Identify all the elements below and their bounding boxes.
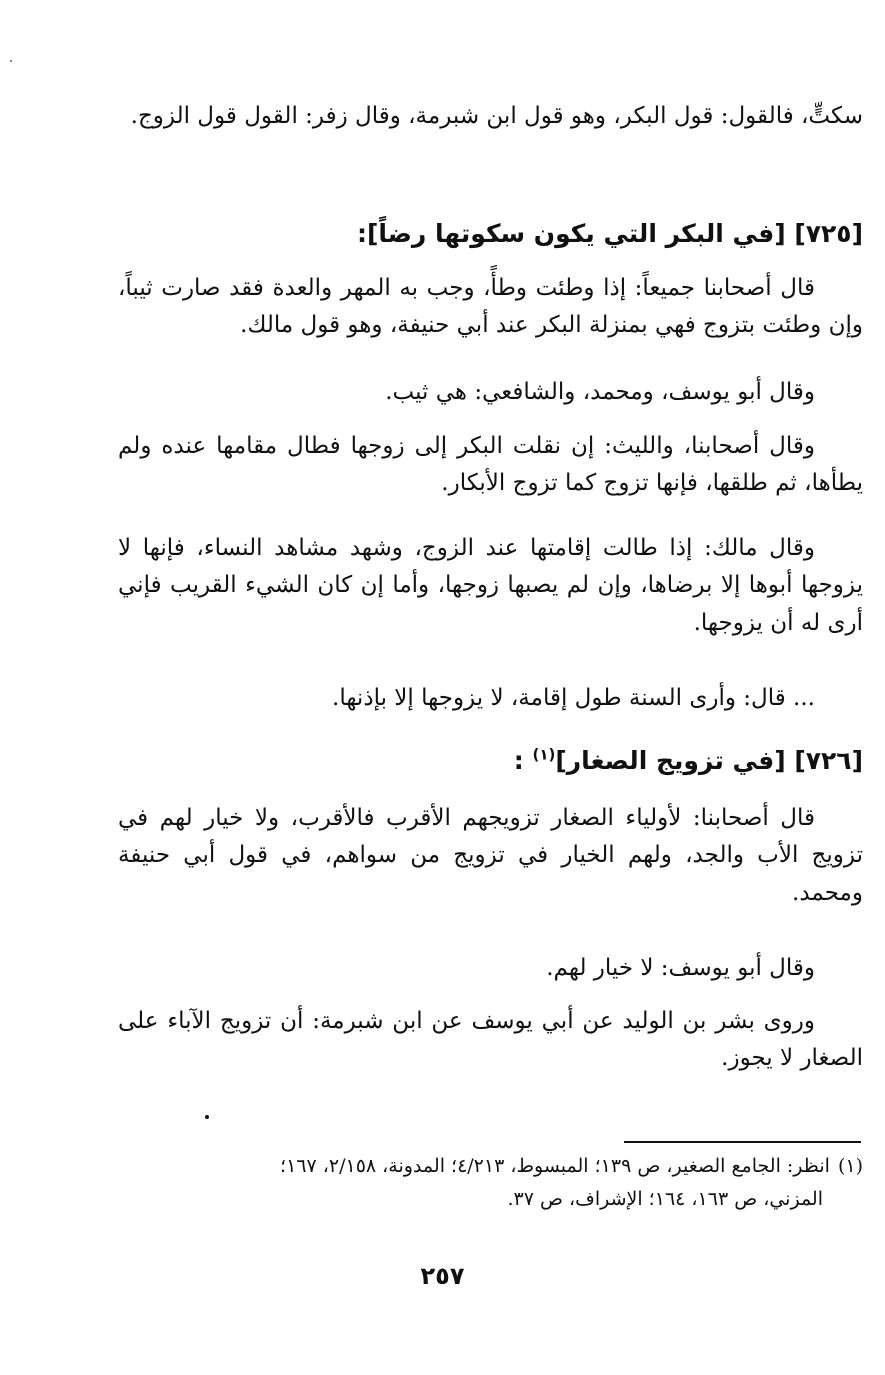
section-726-body-3 — [118, 1003, 863, 1078]
section-725 — [118, 215, 863, 253]
section-725-paragraph-2: وقال أبو يوسف، ومحمد، والشافعي: هي ثيب. — [385, 379, 815, 405]
footnote-line-1 — [118, 1150, 863, 1183]
section-725-body-3 — [118, 428, 863, 503]
scan-speck — [10, 60, 12, 62]
stray-dot — [205, 1115, 209, 1119]
section-726-heading-colon: : — [513, 746, 524, 775]
section-725-heading: [٧٢٥] [في البكر التي يكون سكوتها رضاً]: — [356, 219, 863, 248]
section-726 — [118, 742, 863, 780]
section-725-paragraph-4: وقال مالك: إذا طالت إقامتها عند الزوج، وشهد مشاهد النساء، فإنها لا يزوجها أبوها إلا برضاها، وإن لم يصبها زوجها، وأما إن كان الشيء القريب فإني أرى له أن يزوجها. — [118, 535, 863, 636]
section-726-body — [118, 800, 863, 912]
section-726-paragraph-2: وقال أبو يوسف: لا خيار لهم. — [546, 955, 815, 981]
page-number: ٢٥٧ — [420, 1262, 465, 1290]
footnote-reference[interactable]: (١) — [532, 745, 556, 764]
section-725-body-2 — [118, 374, 863, 411]
section-725-paragraph-3: وقال أصحابنا، والليث: إن نقلت البكر إلى زوجها فطال مقامها عنده ولم يطأها، ثم طلقها، فإنها تزوج كما تزوج الأبكار. — [118, 433, 863, 497]
section-725-paragraph-1: قال أصحابنا جميعاً: إذا وطئت وطأً، وجب به المهر والعدة فقد صارت ثيباً، وإن وطئت بتزوج فهي بمنزلة البكر عند أبي حنيفة، وهو قول مالك. — [118, 275, 863, 339]
section-725-body — [118, 270, 863, 345]
continuation-block — [118, 98, 863, 135]
section-726-body-2 — [118, 950, 863, 987]
footnote-number: (١) — [837, 1155, 863, 1177]
footnote-text-1: انظر: الجامع الصغير، ص ١٣٩؛ المبسوط، ٤/٢١٣؛ المدونة، ٢/١٥٨، ١٦٧؛ — [280, 1155, 830, 1177]
continuation-paragraph: سكتٍّ، فالقول: قول البكر، وهو قول ابن شبرمة، وقال زفر: القول قول الزوج. — [130, 103, 863, 129]
section-726-paragraph-3: وروى بشر بن الوليد عن أبي يوسف عن ابن شبرمة: أن تزويج الآباء على الصغار لا يجوز. — [118, 1008, 863, 1072]
section-725-paragraph-5: ... قال: وأرى السنة طول إقامة، لا يزوجها إلا بإذنها. — [332, 685, 815, 711]
footnote-line-2: المزني، ص ١٦٣، ١٦٤؛ الإشراف، ص ٣٧. — [507, 1188, 823, 1211]
section-725-body-5 — [118, 680, 863, 717]
section-726-heading — [118, 742, 863, 780]
section-726-heading-text: [٧٢٦] [في تزويج الصغار] — [555, 746, 863, 775]
footnote-separator — [624, 1141, 861, 1143]
section-726-paragraph-1: قال أصحابنا: لأولياء الصغار تزويجهم الأقرب فالأقرب، ولا خيار لهم في تزويج الأب والجد، ولهم الخيار في تزويج من سواهم، في قول أبي حنيفة ومحمد. — [118, 805, 863, 906]
section-725-body-4 — [118, 530, 863, 642]
footnote — [118, 1150, 863, 1217]
